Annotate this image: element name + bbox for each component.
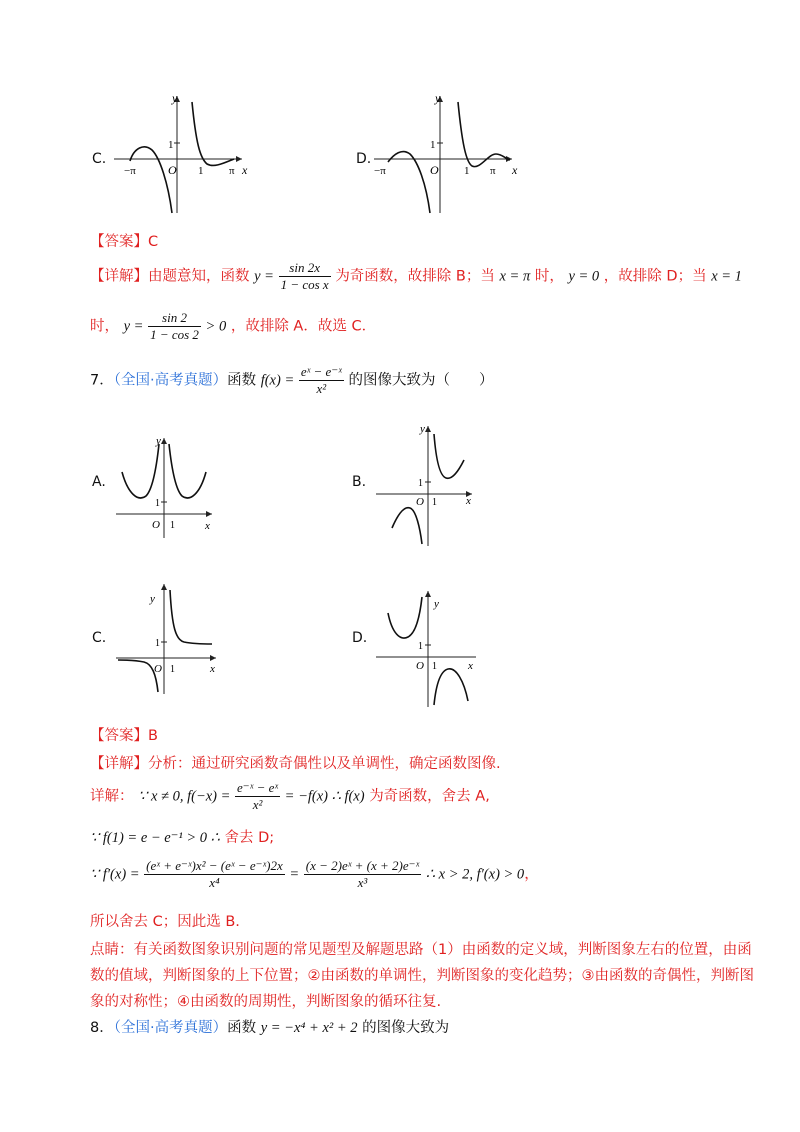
y-axis-label: y (150, 593, 155, 605)
x-axis-label: x (242, 163, 248, 177)
q6-detail-line1: 【详解】由题意知，函数 y = $\frac{\sin 2x}{\text{1 − cos x}}$ 为奇函数，故排除 B；当 x = π 时， y = 0 ，故排除 D；当 x = 1 (90, 260, 742, 292)
tick-1-x: 1 (198, 165, 204, 177)
option-d-label: D. (356, 151, 372, 167)
origin-label: O (154, 663, 162, 675)
q6-detail-line2: 时， y = $\frac{\sin 2}{1 - \cos 2}$ > 0 ，故排除 A．故选 C． (90, 310, 377, 342)
tick-1-y: 1 (430, 139, 436, 151)
tick-1-x: 1 (432, 497, 437, 508)
origin-label: O (416, 496, 424, 508)
q7-detail-line1: 详解： ∵ x ≠ 0, f(−x) = $\frac{\text{e⁻ˣ − eˣ}}{\text{x²}}$ = −f(x) ∴ f(x) 为奇函数，舍去 A, (90, 780, 490, 812)
tick-neg-pi: −π (124, 165, 136, 177)
tick-1-y: 1 (155, 498, 160, 509)
graph-q6-c (112, 88, 252, 218)
option-d-label: D. (352, 630, 368, 646)
option-a-label: A. (92, 474, 106, 490)
option-c-label: C. (92, 630, 107, 646)
option-c-label: C. (92, 151, 107, 167)
graph-q6-d (372, 88, 522, 218)
q7-detail-analysis: 【详解】分析：通过研究函数奇偶性以及单调性，确定函数图像. (90, 756, 501, 772)
q7-detail-line3: ∵ f′(x) = $\frac{\text{(eˣ + e⁻ˣ)x² − (eˣ − e⁻ˣ)2x}}{\text{x⁴}}$ = $\frac{\text{(x − 2)eˣ + (x + 2)e⁻ˣ}}{\text{x³}}$ ∴ x > 2, f′(x) > 0， (90, 858, 539, 890)
q6-answer: 【答案】C (90, 234, 159, 250)
graph-q7-b (372, 420, 482, 550)
tick-neg-pi: −π (374, 165, 386, 177)
x-axis-label: x (466, 495, 471, 507)
x-axis-label: x (205, 520, 210, 532)
tick-1-y: 1 (168, 139, 174, 151)
x-axis-label: x (210, 663, 215, 675)
q8-stem: 8．（全国·高考真题）函数 y = −x⁴ + x² + 2 的图像大致为 (90, 1020, 450, 1036)
y-axis-label: y (435, 91, 441, 105)
origin-label: O (152, 519, 160, 531)
tick-pi: π (490, 165, 496, 177)
y-axis-label: y (420, 423, 425, 435)
graph-q7-c (112, 578, 227, 698)
x-axis-label: x (468, 660, 473, 672)
q7-detail-line2: ∵ f(1) = e − e⁻¹ > 0 ∴ 舍去 D; (90, 830, 275, 846)
origin-label: O (168, 163, 177, 177)
tick-1-x: 1 (170, 664, 175, 675)
tick-1-x: 1 (464, 165, 470, 177)
q7-tip-line2: 数的值域，判断图象的上下位置；②由函数的单调性，判断图象的变化趋势；③由函数的奇偶性，判断图 (90, 968, 754, 984)
tick-pi: π (229, 165, 235, 177)
origin-label: O (430, 163, 439, 177)
tick-1-x: 1 (170, 520, 175, 531)
graph-q7-a (112, 432, 227, 542)
q7-detail-line4: 所以舍去 C；因此选 B. (90, 914, 240, 930)
tick-1-x: 1 (432, 661, 437, 672)
y-axis-label: y (172, 91, 178, 105)
graph-q7-d (372, 585, 487, 710)
tick-1-y: 1 (418, 641, 423, 652)
option-b-label: B. (352, 474, 367, 490)
y-axis-label: y (434, 598, 439, 610)
q7-stem: 7．（全国·高考真题）函数 f(x) = $\frac{\text{eˣ − e⁻ˣ}}{\text{x²}}$ 的图像大致为（ ） (90, 364, 494, 396)
y-axis-label: y (156, 435, 161, 447)
q7-tip-line1: 点睛：有关函数图象识别问题的常见题型及解题思路（1）由函数的定义域，判断图象左右的位置，由函 (90, 942, 752, 958)
tick-1-y: 1 (418, 478, 423, 489)
origin-label: O (416, 660, 424, 672)
q7-tip-line3: 象的对称性；④由函数的周期性，判断图象的循环往复. (90, 994, 442, 1010)
tick-1-y: 1 (155, 638, 160, 649)
q7-answer: 【答案】B (90, 728, 158, 744)
x-axis-label: x (512, 163, 518, 177)
